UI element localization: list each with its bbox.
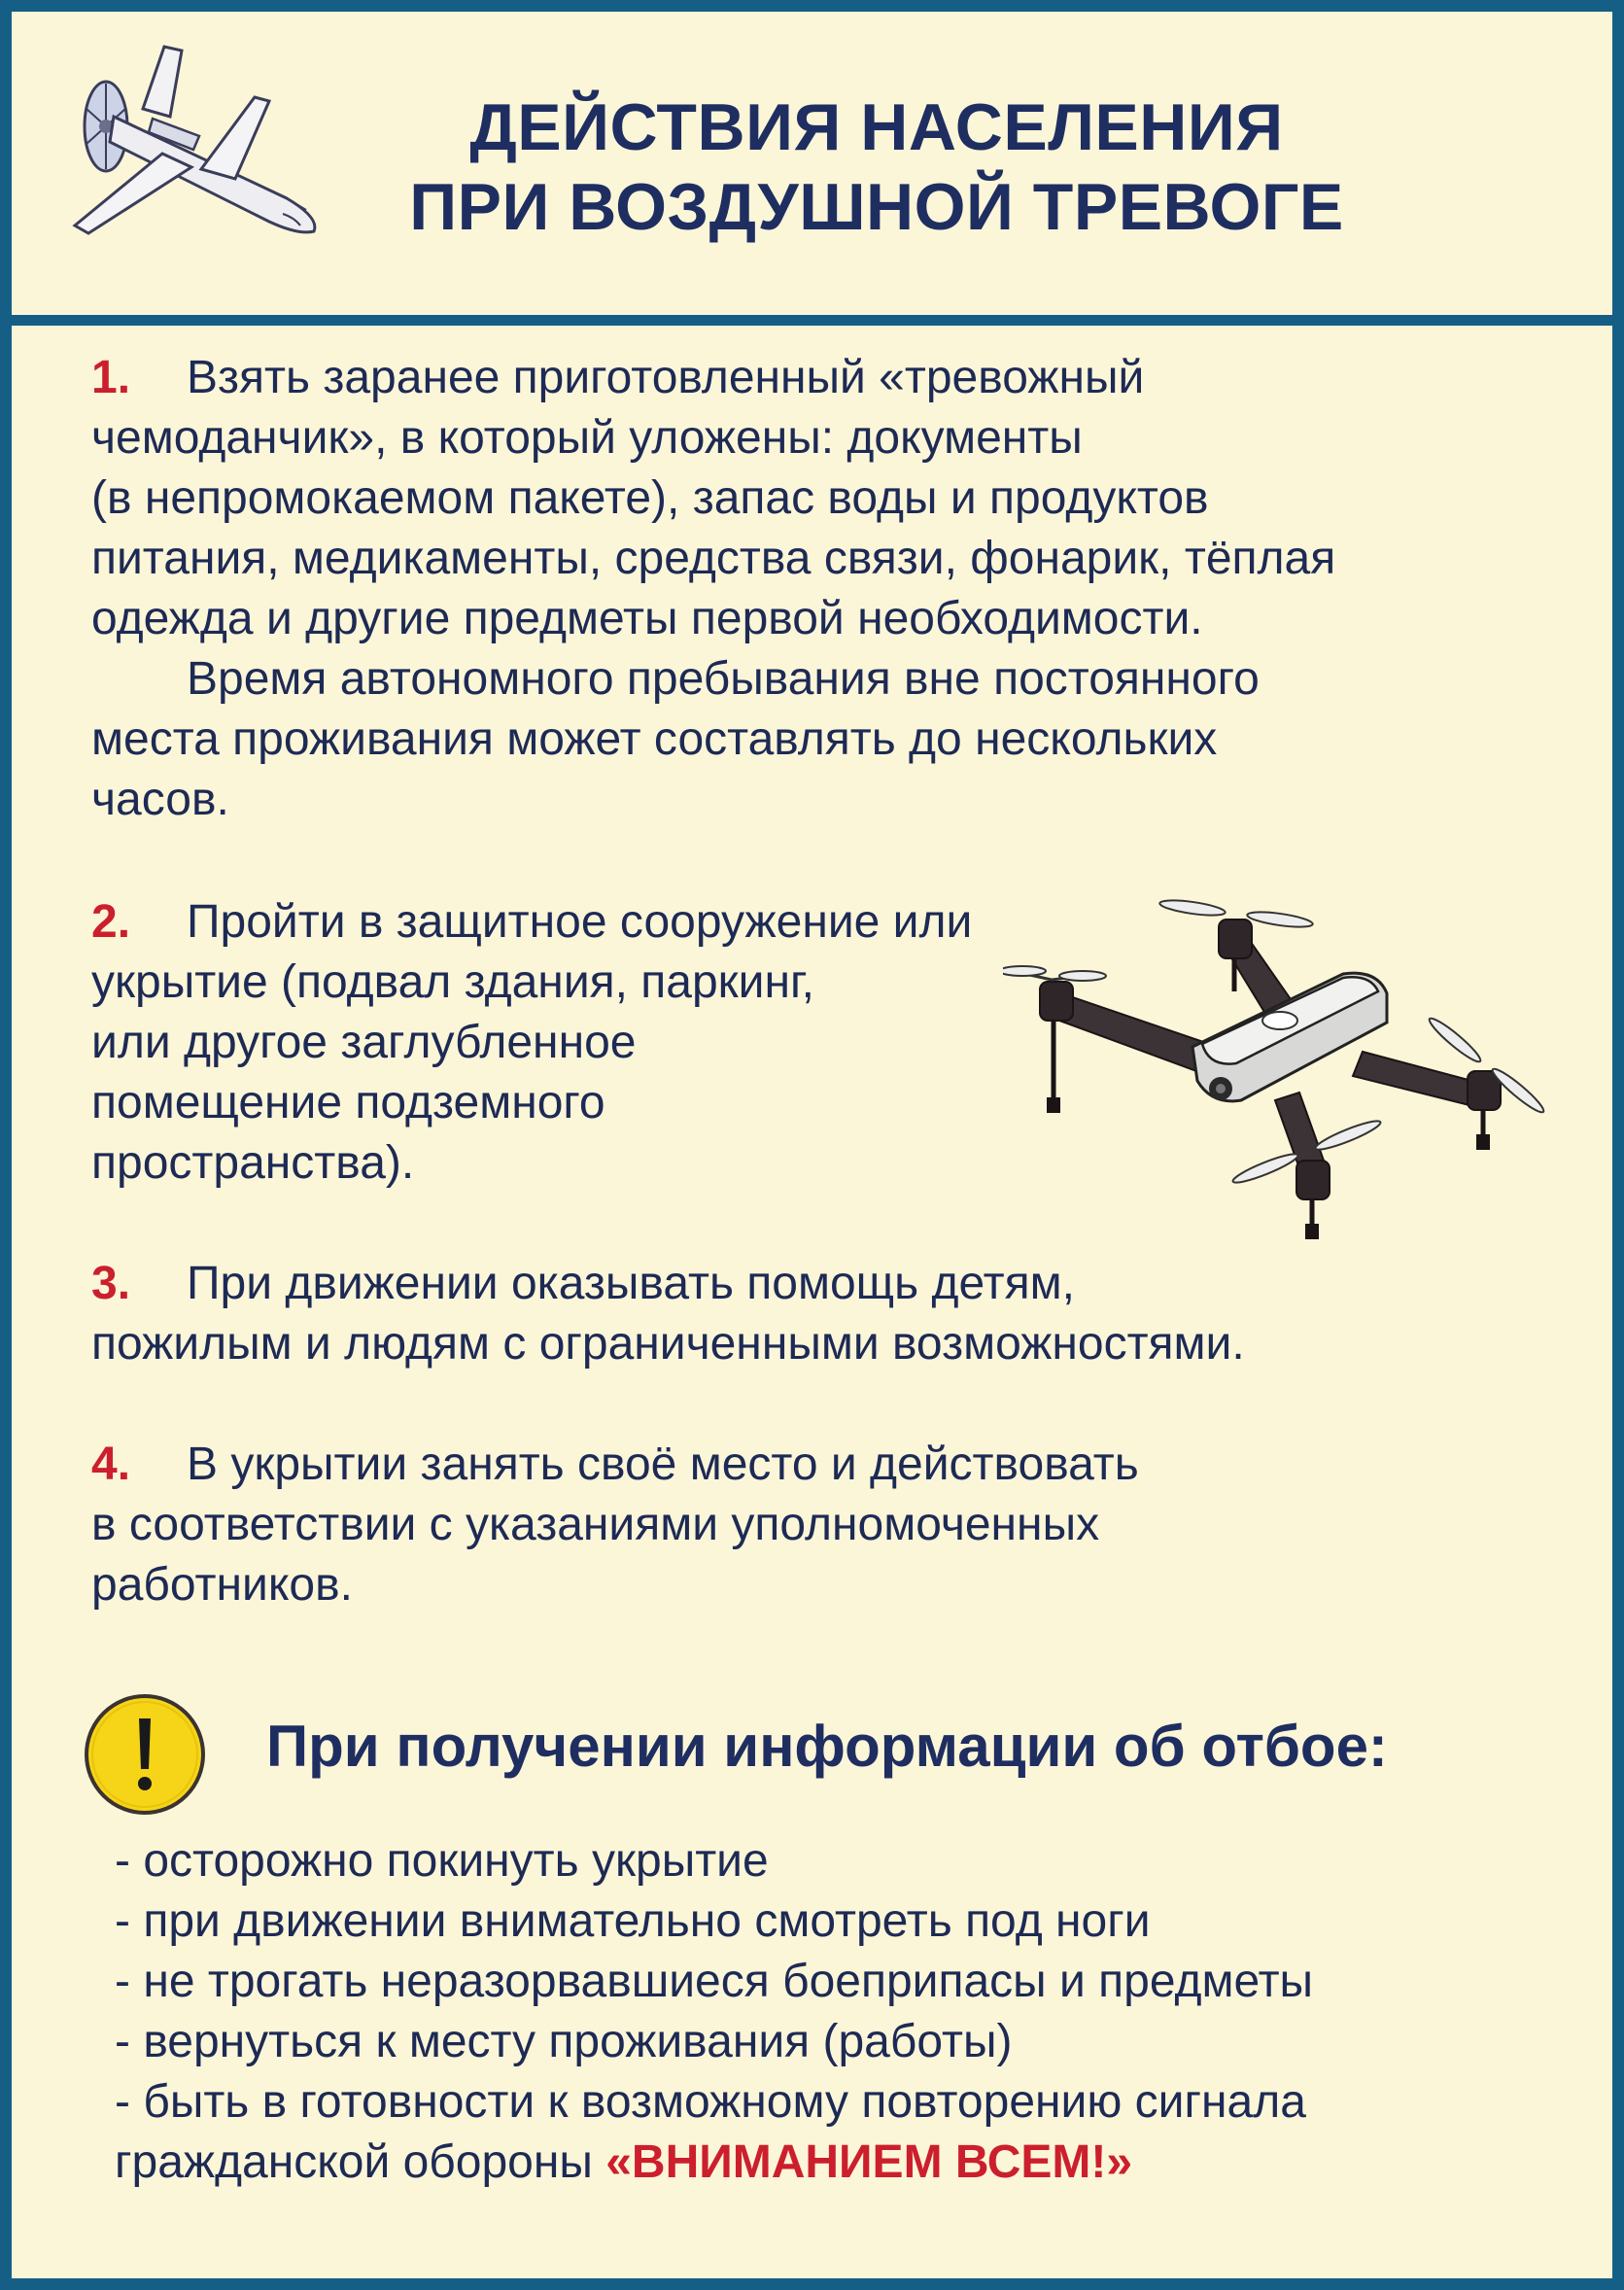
step-note-line: Время автономного пребывания вне постоянного	[187, 653, 1260, 705]
drone-icon	[1003, 877, 1547, 1246]
step-text-line: В укрытии занять своё место и действовать	[187, 1439, 1139, 1490]
step-text-line: Взять заранее приготовленный «тревожный	[187, 352, 1145, 403]
all-clear-list	[115, 1831, 1313, 2193]
step-text-line: работников.	[91, 1559, 353, 1611]
step-text-line: (в непромокаемом пакете), запас воды и продуктов	[91, 472, 1209, 524]
step-number: 3.	[91, 1258, 131, 1309]
page-title	[332, 87, 1421, 247]
list-item: - вернуться к месту проживания (работы)	[115, 2016, 1013, 2067]
step-text-line: одежда и другие предметы первой необходимости.	[91, 593, 1203, 644]
step-text-line: чемоданчик», в который уложены: документы	[91, 412, 1083, 464]
list-item-last	[115, 2133, 1313, 2193]
step-4	[91, 1435, 1139, 1615]
step-number: 1.	[91, 352, 131, 403]
step-3	[91, 1254, 1245, 1374]
step-text-line: в соответствии с указаниями уполномоченных	[91, 1499, 1100, 1550]
step-2	[91, 892, 972, 1194]
step-text-line: При движении оказывать помощь детям,	[187, 1258, 1075, 1309]
list-item: - быть в готовности к возможному повторению сигнала	[115, 2076, 1306, 2128]
step-text-line: питания, медикаменты, средства связи, фонарик, тёплая	[91, 533, 1336, 584]
cruise-missile-icon	[55, 41, 337, 255]
step-text-line: помещение подземного	[91, 1077, 605, 1128]
step-number: 2.	[91, 896, 131, 948]
step-text-line: Пройти в защитное сооружение или	[187, 896, 973, 948]
exclamation-warning-icon	[82, 1691, 208, 1818]
step-text-line: пожилым и людям с ограниченными возможностями.	[91, 1318, 1245, 1370]
all-clear-heading: При получении информации об отбое:	[266, 1714, 1388, 1779]
title-line-2: ПРИ ВОЗДУШНОЙ ТРЕВОГЕ	[409, 170, 1344, 244]
step-text-line: или другое заглубленное	[91, 1017, 637, 1068]
step-note-line: места проживания может составлять до нескольких	[91, 713, 1218, 765]
list-item: - при движении внимательно смотреть под ноги	[115, 1895, 1151, 1947]
signal-name: «ВНИМАНИЕМ ВСЕМ!»	[605, 2136, 1133, 2188]
list-item: - не трогать неразорвавшиеся боеприпасы и предметы	[115, 1956, 1314, 2007]
step-note-line: часов.	[91, 774, 229, 825]
step-text-line: укрытие (подвал здания, паркинг,	[91, 956, 814, 1008]
step-number: 4.	[91, 1439, 131, 1490]
step-text-line: пространства).	[91, 1137, 415, 1189]
step-1	[91, 348, 1335, 830]
title-line-1: ДЕЙСТВИЯ НАСЕЛЕНИЯ	[469, 90, 1284, 164]
last-line-prefix: гражданской обороны	[115, 2136, 606, 2188]
list-item: - осторожно покинуть укрытие	[115, 1835, 769, 1887]
poster-header	[12, 12, 1612, 326]
